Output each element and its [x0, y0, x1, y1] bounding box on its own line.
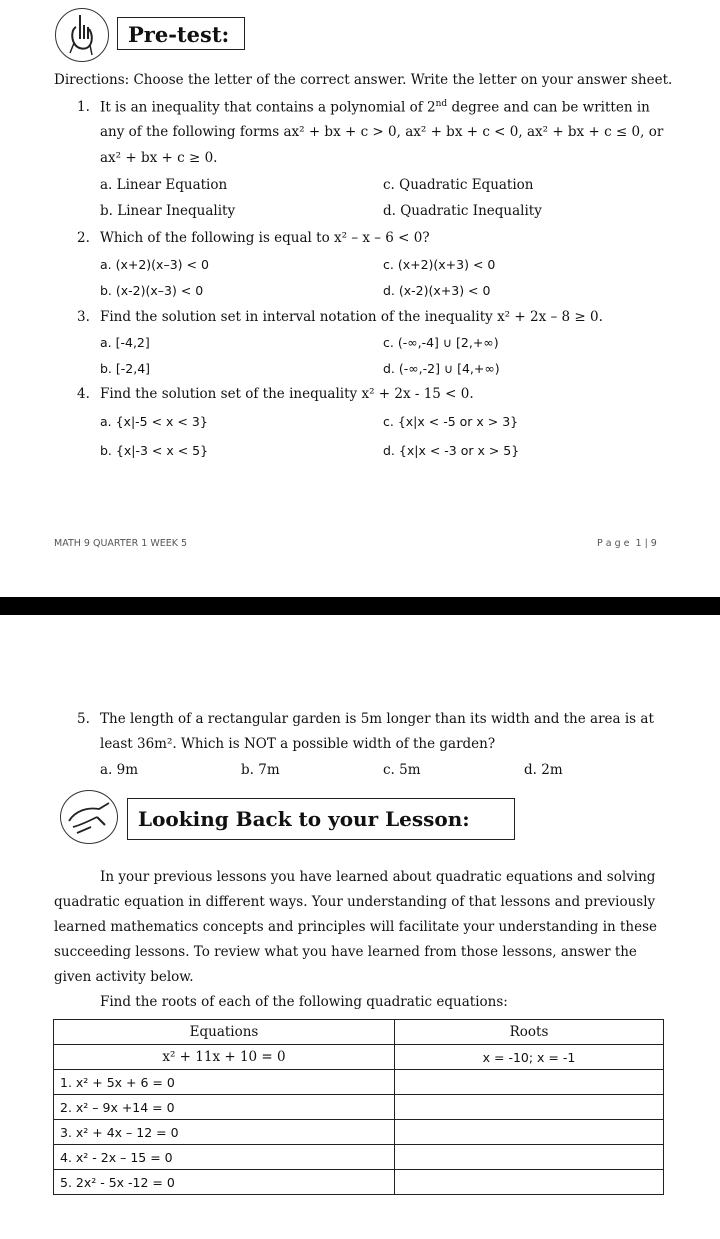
q4-choice-a: a. {x|-5 < x < 3}: [100, 414, 208, 429]
lesson-paragraph-line-3: learned mathematics concepts and principles will facilitate your understanding in these: [54, 919, 658, 935]
equation-cell: 4. x² - 2x – 15 = 0: [54, 1145, 395, 1170]
page-separator: [0, 597, 720, 615]
table-row: [54, 1095, 664, 1120]
footer-page: P a g e 1 | 9: [597, 538, 657, 549]
q3-choice-a: a. [-4,2]: [100, 335, 150, 350]
answer-cell[interactable]: [395, 1070, 664, 1095]
question-number-4: 4.: [77, 386, 90, 402]
q3-choice-d: d. (-∞,-2] ∪ [4,+∞): [383, 361, 500, 376]
equation-cell: 3. x² + 4x – 12 = 0: [54, 1120, 395, 1145]
table-row: [54, 1170, 664, 1195]
question-number-3: 3.: [77, 309, 90, 325]
q3-choice-c: c. (-∞,-4] ∪ [2,+∞): [383, 335, 499, 350]
answer-cell[interactable]: [395, 1120, 664, 1145]
q2-choice-c: c. (x+2)(x+3) < 0: [383, 257, 496, 272]
question-1-line-3: ax² + bx + c ≥ 0.: [100, 150, 218, 166]
question-number-1: 1.: [77, 99, 90, 115]
directions-text: Directions: Choose the letter of the correct answer. Write the letter on your answer sheet.: [54, 72, 673, 88]
q5-choice-c: c. 5m: [383, 762, 421, 778]
question-2-text: Which of the following is equal to x² – x – 6 < 0?: [100, 230, 430, 246]
q5-choice-a: a. 9m: [100, 762, 139, 778]
q1-choice-b: b. Linear Inequality: [100, 203, 236, 219]
question-4-text: Find the solution set of the inequality x² + 2x - 15 < 0.: [100, 386, 474, 402]
table-row: [54, 1120, 664, 1145]
question-3-text: Find the solution set in interval notation of the inequality x² + 2x – 8 ≥ 0.: [100, 309, 603, 325]
table-row: [54, 1145, 664, 1170]
q1-choice-a: a. Linear Equation: [100, 177, 228, 193]
q5-choice-d: d. 2m: [524, 762, 563, 778]
q2-choice-b: b. (x-2)(x–3) < 0: [100, 283, 204, 298]
example-equation: x² + 11x + 10 = 0: [54, 1045, 395, 1070]
table-header-row: [54, 1020, 664, 1045]
header-roots: Roots: [395, 1020, 664, 1045]
footer-course: MATH 9 QUARTER 1 WEEK 5: [54, 538, 188, 549]
lesson-paragraph-line-4: succeeding lessons. To review what you have learned from those lessons, answer the: [54, 944, 637, 960]
hand-icon: [55, 8, 109, 62]
q4-choice-c: c. {x|x < -5 or x > 3}: [383, 414, 519, 429]
table-row: [54, 1070, 664, 1095]
lesson-paragraph-line-2: quadratic equation in different ways. Your understanding of that lessons and previously: [54, 894, 656, 910]
question-number-2: 2.: [77, 230, 90, 246]
q2-choice-d: d. (x-2)(x+3) < 0: [383, 283, 491, 298]
equation-cell: 2. x² – 9x +14 = 0: [54, 1095, 395, 1120]
equation-cell: 1. x² + 5x + 6 = 0: [54, 1070, 395, 1095]
question-5-line-2: least 36m². Which is NOT a possible width of the garden?: [100, 736, 496, 752]
answer-cell[interactable]: [395, 1145, 664, 1170]
example-row: [54, 1045, 664, 1070]
equation-cell: 5. 2x² - 5x -12 = 0: [54, 1170, 395, 1195]
lesson-paragraph-line-5: given activity below.: [54, 969, 194, 985]
question-1-line-2: any of the following forms ax² + bx + c > 0, ax² + bx + c < 0, ax² + bx + c ≤ 0, or: [100, 124, 664, 140]
writing-hand-icon: [60, 790, 118, 844]
q3-choice-b: b. [-2,4]: [100, 361, 151, 376]
roots-table: [53, 1019, 664, 1195]
lesson-paragraph-line-1: In your previous lessons you have learned about quadratic equations and solving: [100, 869, 656, 885]
q4-choice-d: d. {x|x < -3 or x > 5}: [383, 443, 520, 458]
pretest-title: Pre-test:: [117, 17, 245, 50]
example-roots: x = -10; x = -1: [395, 1045, 664, 1070]
question-number-5: 5.: [77, 711, 90, 727]
question-1-line-1: It is an inequality that contains a polynomial of 2nd degree and can be written in: [100, 99, 650, 116]
q1-choice-d: d. Quadratic Inequality: [383, 203, 542, 219]
answer-cell[interactable]: [395, 1095, 664, 1120]
header-equations: Equations: [54, 1020, 395, 1045]
q2-choice-a: a. (x+2)(x–3) < 0: [100, 257, 209, 272]
q1-choice-c: c. Quadratic Equation: [383, 177, 534, 193]
lesson-title: Looking Back to your Lesson:: [127, 798, 515, 840]
q4-choice-b: b. {x|-3 < x < 5}: [100, 443, 209, 458]
q5-choice-b: b. 7m: [241, 762, 280, 778]
table-instruction: Find the roots of each of the following quadratic equations:: [100, 994, 508, 1010]
answer-cell[interactable]: [395, 1170, 664, 1195]
question-5-line-1: The length of a rectangular garden is 5m longer than its width and the area is at: [100, 711, 654, 727]
